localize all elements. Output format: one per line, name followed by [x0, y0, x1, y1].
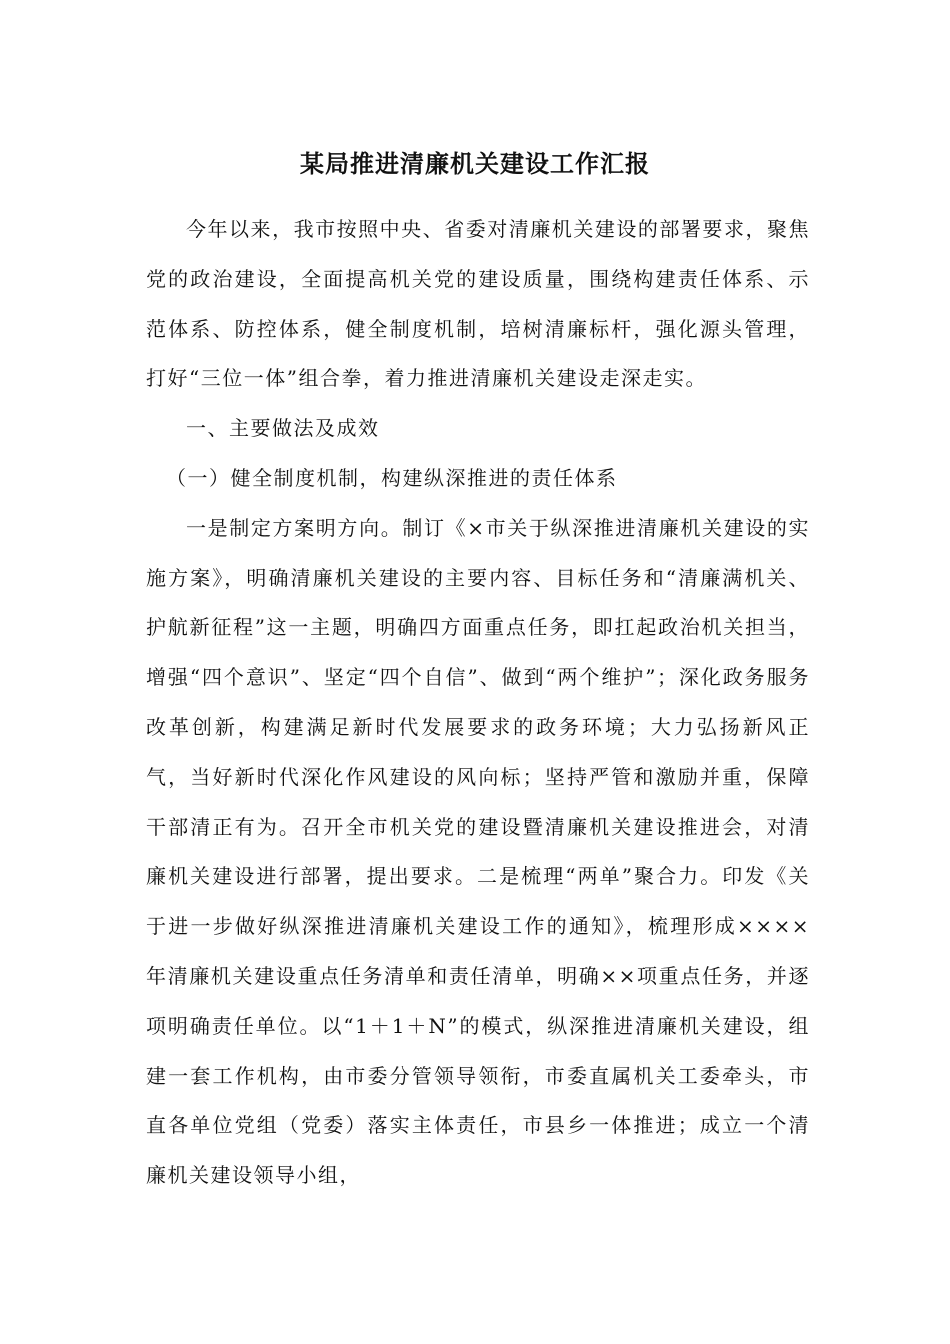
document-body — [146, 205, 810, 1201]
intro-paragraph: 今年以来，我市按照中央、省委对清廉机关建设的部署要求，聚焦党的政治建设，全面提高机关党的建设质量，围绕构建责任体系、示范体系、防控体系，健全制度机制，培树清廉标杆，强化源头管理，打好“三位一体”组合拳，着力推进清廉机关建设走深走实。 — [146, 217, 810, 391]
subsection-heading: （一）健全制度机制，构建纵深推进的责任体系 — [166, 465, 618, 490]
body-paragraph: 一是制定方案明方向。制订《×市关于纵深推进清廉机关建设的实施方案》，明确清廉机关建设的主要内容、目标任务和“清廉满机关、护航新征程”这一主题，明确四方面重点任务，即扛起政治机关担当，增强“四个意识”、坚定“四个自信”、做到“两个维护”；深化政务服务改革创新，构建满足新时代发展要求的政务环境；大力弘扬新风正气，当好新时代深化作风建设的风向标；坚持严管和激励并重，保障干部清正有为。召开全市机关党的建设暨清廉机关建设推进会，对清廉机关建设进行部署，提出要求。二是梳理“两单”聚合力。印发《关于进一步做好纵深推进清廉机关建设工作的通知》，梳理形成××××年清廉机关建设重点任务清单和责任清单，明确××项重点任务，并逐项明确责任单位。以“1＋1＋N”的模式，纵深推进清廉机关建设，组建一套工作机构，由市委分管领导领衔，市委直属机关工委牵头，市直各单位党组（党委）落实主体责任，市县乡一体推进；成立一个清廉机关建设领导小组， — [146, 515, 810, 1188]
section-heading: 一、主要做法及成效 — [186, 416, 380, 441]
document-title: 某局推进清廉机关建设工作汇报 — [300, 149, 650, 178]
